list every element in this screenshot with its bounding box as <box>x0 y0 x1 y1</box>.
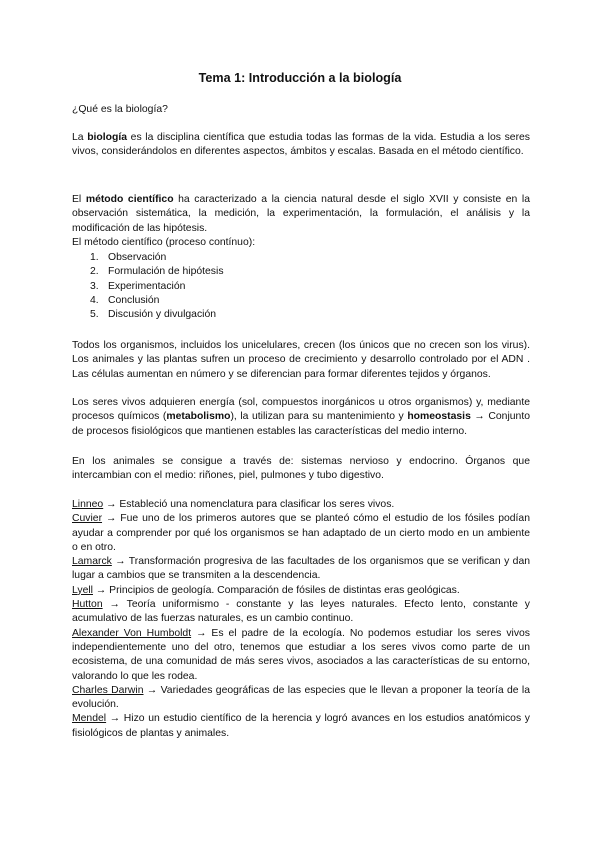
scientist-name: Alexander Von Humboldt <box>72 627 192 639</box>
term-homeostasis: homeostasis <box>407 411 471 423</box>
step-number: 5. <box>90 309 99 321</box>
scientist-entry <box>72 712 530 741</box>
method-steps-list <box>90 251 530 322</box>
scientists-section <box>72 498 530 741</box>
scientist-entry <box>72 584 530 598</box>
scientist-entry <box>72 512 530 555</box>
scientist-name: Linneo <box>72 499 104 510</box>
paragraph-metabolismo <box>72 396 530 439</box>
scientist-name: Mendel <box>72 713 107 725</box>
p1-pre: La <box>72 132 88 143</box>
section-question: ¿Qué es la biología? <box>72 104 168 115</box>
scientist-text: → Fue uno de los primeros autores que se planteó cómo el estudio de los fósiles podían ayudar a comprender por qué los organismos se han adaptado de un cierto modo en un ambiente o en otro. <box>72 513 530 553</box>
p1-post: es la disciplina científica que estudia todas las formas de la vida. Estudia a los seres vivos, considerándolos en diferentes aspectos, ámbitos y escalas. Basada en el método científico. <box>72 132 531 158</box>
scientist-text: → Estableció una nomenclatura para clasificar los seres vivos. <box>103 499 395 510</box>
paragraph-crecimiento: Todos los organismos, incluidos los unicelulares, crecen (los únicos que no crecen son los virus). Los animales y las plantas sufren un proceso de crecimiento y desarrollo controlado por el ADN . Las células aumentan en número y se diferencian para formar diferentes tejidos y órganos. <box>72 340 530 380</box>
list-item <box>90 280 530 294</box>
scientist-name: Charles Darwin <box>72 684 144 696</box>
scientist-entry <box>72 498 530 512</box>
scientist-text: → Transformación progresiva de las facultades de los organismos que se verifican y dan lugar a cambios que se transmiten a la descendencia. <box>72 556 530 582</box>
step-text: Experimentación <box>108 280 186 292</box>
scientist-text: → Principios de geología. Comparación de fósiles de distintas eras geológicas. <box>92 584 460 596</box>
term-metabolismo: metabolismo <box>166 411 231 423</box>
step-text: Conclusión <box>108 294 160 306</box>
list-item <box>90 251 530 265</box>
step-text: Observación <box>108 252 167 263</box>
term-biologia: biología <box>87 132 128 143</box>
scientist-text: → Teoría uniformismo - constante y las leyes naturales. Efecto lento, constante y acumulativo de las fuerzas naturales, es un cambio continuo. <box>72 599 530 625</box>
list-item <box>90 265 530 279</box>
term-metodo-cientifico: método científico <box>85 194 174 205</box>
paragraph-animales: En los animales se consigue a través de: sistemas nervioso y endocrino. Órganos que intercambian con el medio: riñones, piel, pulmones y tubo digestivo. <box>72 456 530 482</box>
step-number: 2. <box>90 266 99 278</box>
list-item <box>90 294 530 308</box>
paragraph-biologia <box>72 131 530 160</box>
scientist-entry <box>72 598 530 627</box>
scientist-name: Lyell <box>72 584 93 596</box>
scientist-entry <box>72 627 530 684</box>
scientist-text: → Es el padre de la ecología. No podemos estudiar los seres vivos independientemente uno del otro, tenemos que estudiar a los seres vivos como parte de un ecosistema, de una comunidad de más seres vivos, asociados a las características de su entorno, valorando lo que les rodea. <box>72 627 530 682</box>
step-number: 3. <box>90 280 99 292</box>
scientist-entry <box>72 555 530 584</box>
scientist-entry <box>72 684 530 713</box>
step-number: 4. <box>90 294 99 306</box>
p4-d: → Conjunto de procesos fisiológicos que mantienen estables las características del medio interno. <box>72 411 530 437</box>
p2-pre: El <box>72 194 86 205</box>
step-text: Discusión y divulgación <box>108 309 217 321</box>
paragraph-metodo <box>72 193 530 236</box>
scientist-name: Hutton <box>72 599 103 611</box>
p2-post: ha caracterizado a la ciencia natural desde el siglo XVII y consiste en la observación sistemática, la medición, la experimentación, la formulación, el análisis y la modificación de las hipótesis. <box>72 194 530 234</box>
list-item <box>90 308 530 322</box>
step-number: 1. <box>90 252 99 263</box>
scientist-text: → Hizo un estudio científico de la herencia y logró avances en los estudios anatómicos y fisiológicos de plantas y animales. <box>72 713 530 739</box>
list-intro: El método científico (proceso contínuo): <box>72 237 256 248</box>
p4-c: ), la utilizan para su mantenimiento y <box>230 411 408 423</box>
step-text: Formulación de hipótesis <box>108 266 224 278</box>
scientist-name: Cuvier <box>72 513 103 525</box>
p4-a: Los seres vivos adquieren energía (sol, compuestos inorgánicos u otros organismos) y, mediante procesos químicos ( <box>72 397 530 423</box>
scientist-name: Lamarck <box>72 556 112 568</box>
document-title: Tema 1: Introducción a la biología <box>198 71 402 85</box>
scientist-text: → Variedades geográficas de las especies que le llevan a proponer la teoría de la evolución. <box>72 684 530 711</box>
